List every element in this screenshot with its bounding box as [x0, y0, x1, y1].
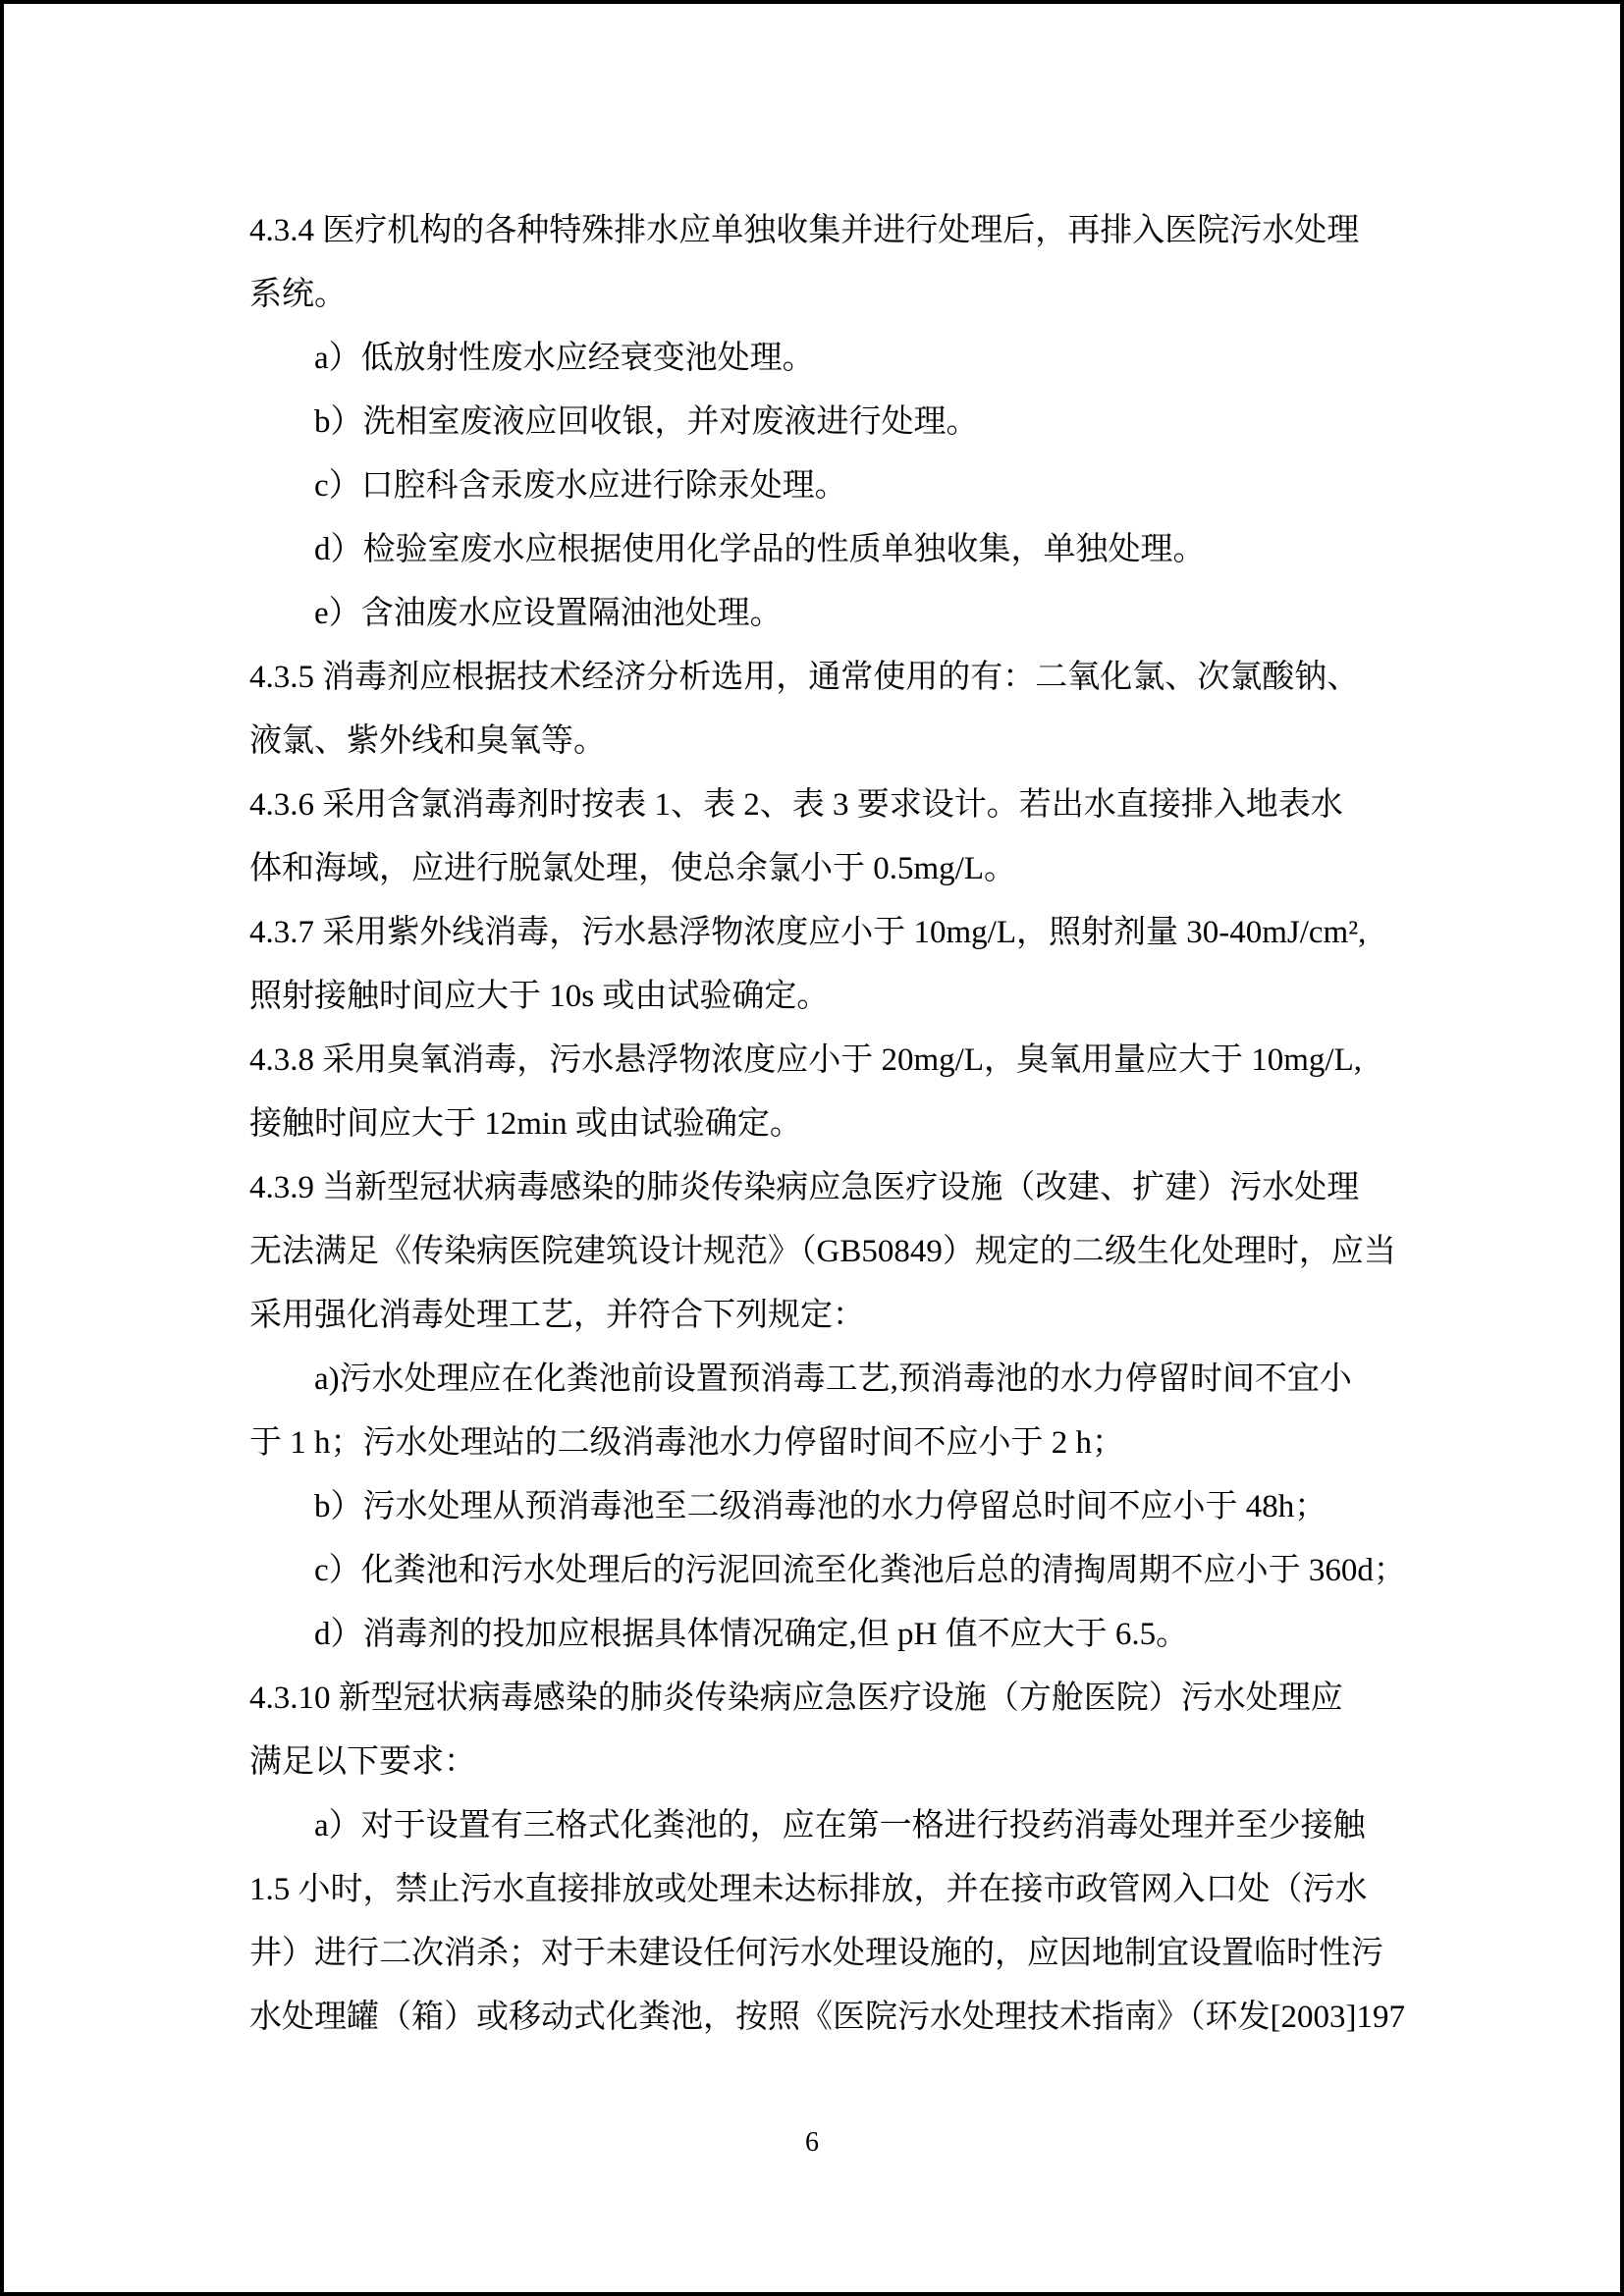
text-line: 系统。: [249, 277, 347, 312]
text-line: d）消毒剂的投加应根据具体情况确定,但 pH 值不应大于 6.5。: [314, 1617, 1189, 1652]
text-line: 4.3.6 采用含氯消毒剂时按表 1、表 2、表 3 要求设计。若出水直接排入地表水: [249, 787, 1343, 823]
text-line: 井）进行二次消杀；对于未建设任何污水处理设施的，应因地制宜设置临时性污: [249, 1936, 1383, 1971]
text-line: 照射接触时间应大于 10s 或由试验确定。: [249, 979, 830, 1014]
text-line: c）口腔科含汞废水应进行除汞处理。: [314, 468, 847, 504]
text-line: 采用强化消毒处理工艺，并符合下列规定：: [249, 1298, 865, 1333]
text-line: 水处理罐（箱）或移动式化粪池，按照《医院污水处理技术指南》（环发[2003]197: [249, 2000, 1405, 2035]
text-line: a)污水处理应在化粪池前设置预消毒工艺,预消毒池的水力停留时间不宜小: [314, 1362, 1352, 1397]
text-line: 接触时间应大于 12min 或由试验确定。: [249, 1106, 802, 1142]
text-line: 4.3.8 采用臭氧消毒，污水悬浮物浓度应小于 20mg/L，臭氧用量应大于 10mg/L,: [249, 1042, 1362, 1078]
text-line: 4.3.5 消毒剂应根据技术经济分析选用，通常使用的有：二氧化氯、次氯酸钠、: [249, 660, 1360, 695]
text-line: 体和海域，应进行脱氯处理，使总余氯小于 0.5mg/L。: [249, 851, 1016, 886]
text-line: a）对于设置有三格式化粪池的，应在第一格进行投药消毒处理并至少接触: [314, 1808, 1366, 1843]
text-lines: [249, 199, 1561, 2050]
text-line: c）化粪池和污水处理后的污泥回流至化粪池后总的清掏周期不应小于 360d；: [314, 1553, 1406, 1588]
text-line: 无法满足《传染病医院建筑设计规范》（GB50849）规定的二级生化处理时，应当: [249, 1234, 1396, 1269]
text-line: d）检验室废水应根据使用化学品的性质单独收集，单独处理。: [314, 532, 1206, 567]
text-line: 4.3.7 采用紫外线消毒，污水悬浮物浓度应小于 10mg/L，照射剂量 30-40mJ/cm²,: [249, 915, 1367, 950]
text-line: 1.5 小时，禁止污水直接排放或处理未达标排放，并在接市政管网入口处（污水: [249, 1872, 1368, 1907]
text-line: b）洗相室废液应回收银，并对废液进行处理。: [314, 404, 979, 440]
text-line: 于 1 h；污水处理站的二级消毒池水力停留时间不应小于 2 h；: [249, 1425, 1124, 1461]
text-line: e）含油废水应设置隔油池处理。: [314, 596, 783, 631]
text-line: a）低放射性废水应经衰变池处理。: [314, 341, 815, 376]
text-line: 4.3.9 当新型冠状病毒感染的肺炎传染病应急医疗设施（改建、扩建）污水处理: [249, 1170, 1360, 1205]
text-line: 4.3.10 新型冠状病毒感染的肺炎传染病应急医疗设施（方舱医院）污水处理应: [249, 1681, 1343, 1716]
text-line: 满足以下要求：: [249, 1744, 476, 1780]
page-number: 6: [805, 2127, 819, 2158]
text-line: 4.3.4 医疗机构的各种特殊排水应单独收集并进行处理后，再排入医院污水处理: [249, 213, 1360, 248]
text-line: b）污水处理从预消毒池至二级消毒池的水力停留总时间不应小于 48h；: [314, 1489, 1327, 1524]
text-line: 液氯、紫外线和臭氧等。: [249, 723, 606, 759]
